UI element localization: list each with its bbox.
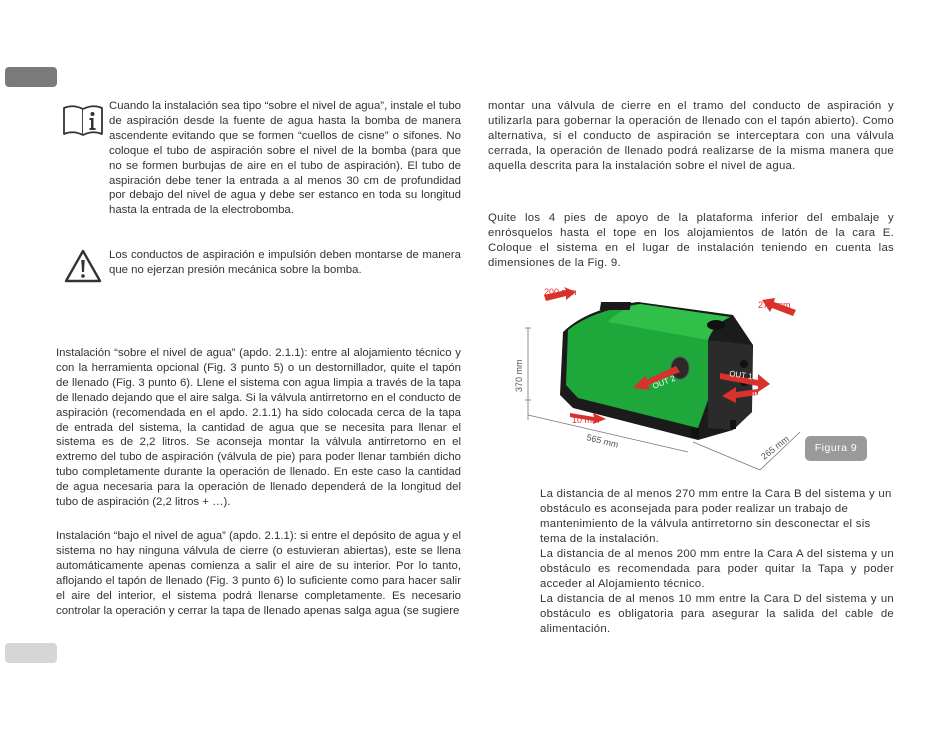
dist-200-paragraph: La distancia de al menos 200 mm entre la Cara A del sistema y un obstáculo es recomendada para poder quitar la Tapa y poder acceder al Alojamiento técnico. <box>540 548 894 590</box>
warning-triangle-icon <box>64 249 102 283</box>
dim-370-label: 370 mm <box>514 359 524 392</box>
dist-270-text: La distancia de al menos 270 mm entre la Cara B del sistema y un obstáculo es aconsejada para poder realizar un trabajo de mantenimiento de la válvula antirretorno sin desconectar el sis <box>540 488 892 530</box>
page-tab-bottom <box>5 643 57 663</box>
install-below-paragraph: Instalación “bajo el nivel de agua” (apdo. 2.1.1): si entre el depósito de agua y el sistema no hay ninguna válvula de cierre (o estuvieran abiertas), este se llena automáticamente apenas comienza a salir el aire de su interior. Por lo tanto, aflojando el tapón de llenado (Fig. 3 punto 6) lo suficiente como para hacer salir el aire del interior, el sistema podrá llenarse completamente. Es necesario controlar la operación y cerrar la tapa de llenado apenas salga agua (se sugiere <box>56 530 461 617</box>
dist-270-paragraph <box>540 487 894 547</box>
warning-paragraph: Los conductos de aspiración e impulsión deben montarse de manera que no ejerzan presión mecánica sobre la bomba. <box>109 249 461 276</box>
out1-label: OUT 1 <box>728 369 754 382</box>
dist-10-paragraph: La distancia de al menos 10 mm entre la Cara D del sistema y un obstáculo es obligatoria para asegurar la salida del cable de alimentación. <box>540 593 894 635</box>
dim-565-label: 565 mm <box>585 432 620 450</box>
dim-270-label: 270 mm <box>758 300 791 310</box>
dim-10-label: 10 mm <box>572 415 600 425</box>
dim-265-label: 265 mm <box>759 433 791 462</box>
note-paragraph: Cuando la instalación sea tipo “sobre el nivel de agua”, instale el tubo de aspiración desde la fuente de agua hasta la bomba de manera ascendente evitando que se formen “cuellos de cisne” o sifones. No coloque el tubo de aspiración sobre el nivel de la bomba (para que no se formen burbujas de aire en el tubo de aspiración). El tubo de aspiración debe tener la entrada a al menos 30 cm de profundidad por debajo del nivel de agua y debe ser estanco en toda su longitud hasta la entrada de la electrobomba. <box>109 100 461 217</box>
page-tab-top <box>5 67 57 87</box>
install-above-paragraph: Instalación “sobre el nivel de agua” (apdo. 2.1.1): entre al alojamiento técnico y con la herramienta opcional (Fig. 3 punto 5) o un destornillador, quite el tapón de llenado (Fig. 3 punto 6). Llene el sistema con agua limpia a través de la tapa de llenado dejando que el aire salga. Si la válvula antirretorno en el conducto de aspiración (recomendada en el apdo. 2.1.1) ha sido colocada cerca de la tapa de entrada del sistema, la cantidad de agua que se necesita para llenar el sistema es de 2,2 litros. Se aconseja montar la válvula antirretorno en el extremo del tubo de aspiración (válvula de pie) para poder llenar también dicho tubo completamente durante la operación de llenado. En este caso la cantidad de agua necesaria para la operación de llenado dependerá de la longitud del tubo de aspiración (2,2 litros + …). <box>56 347 461 509</box>
dim-baseline <box>693 442 760 470</box>
dist-270-text-continued: tema de la instalación. <box>540 532 660 545</box>
out2-label: OUT 2 <box>651 373 677 391</box>
in-label: IN <box>752 391 760 400</box>
continuation-paragraph: montar una válvula de cierre en el tramo del conducto de aspiración y utilizarla para gobernar la operación de llenado con el tapón abierto). Como alternativa, si el conducto de aspiración se interceptara con una válvula cerrada, la operación de llenado podrá realizarse de la misma manera que aquella descrita para la instalación sobre el nivel de agua. <box>488 100 894 172</box>
dim-200-label: 200 mm <box>544 287 577 297</box>
placement-paragraph: Quite los 4 pies de apoyo de la plataforma inferior del embalaje y enrósquelos hasta el tope en los alojamientos de latón de la cara E. Coloque el sistema en el lugar de instalación teniendo en cuenta las dimensiones de la Fig. 9. <box>488 212 894 269</box>
figure-label: Figura 9 <box>805 436 867 461</box>
manual-info-icon <box>62 103 104 137</box>
figure-9 <box>508 280 898 480</box>
